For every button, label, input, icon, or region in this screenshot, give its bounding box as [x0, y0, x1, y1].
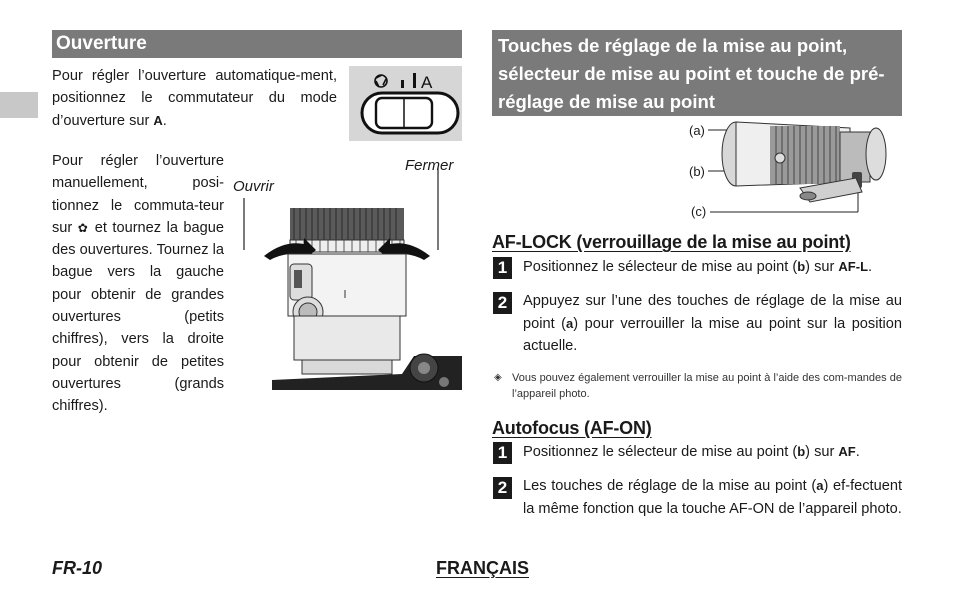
- callout-b: (b): [689, 164, 705, 179]
- step-number-2: 2: [493, 477, 512, 499]
- note-icon: ◈: [494, 372, 502, 383]
- chapter-tab: [0, 92, 38, 118]
- language-label: FRANÇAIS: [436, 558, 529, 578]
- af-on-step-2: Les touches de réglage de la mise au point (a) ef-fectuent la même fonction que la touche AF-ON de l’appareil photo.: [523, 478, 902, 517]
- page-number: FR-10: [52, 558, 103, 578]
- aperture-icon-inline: ✿: [77, 220, 90, 235]
- lens-aperture-ring-illustration: [232, 158, 462, 392]
- step-number-1: 1: [493, 442, 512, 464]
- aperture-auto-paragraph: Pour régler l’ouverture automatique-ment, positionnez le commutateur du mode d’ouverture sur A.: [52, 68, 337, 129]
- aperture-switch-illustration: [349, 66, 462, 141]
- switch-label-a: A: [421, 73, 433, 92]
- telephoto-lens-illustration: [680, 118, 902, 218]
- section-title-af-on: Autofocus (AF-ON): [492, 418, 652, 438]
- af-on-step-1: Positionnez le sélecteur de mise au point (b) sur AF.: [523, 444, 860, 460]
- section-title-af-lock: AF-LOCK (verrouillage de la mise au point): [492, 232, 851, 252]
- step-number-2: 2: [493, 292, 512, 314]
- callout-c: (c): [691, 204, 707, 219]
- af-lock-step-2: Appuyez sur l’une des touches de réglage de la mise au point (a) pour verrouiller la mise au point sur la position actuelle.: [523, 293, 902, 355]
- caption-open: Ouvrir: [233, 178, 274, 195]
- aperture-icon: [375, 75, 387, 87]
- aperture-manual-paragraph: Pour régler l’ouverture manuellement, posi-tionnez le commuta-teur sur ✿ et tournez la bague des ouvertures. Tournez la bague vers la gauche pour obtenir de grandes ouvertures (petits chiffres), vers la droite pour obtenir de petites ouvertures (grands chiffres).: [52, 153, 225, 415]
- af-lock-step-1: Positionnez le sélecteur de mise au point (b) sur AF-L.: [523, 259, 873, 275]
- section-title-focus-controls: Touches de réglage de la mise au point, sélecteur de mise au point et touche de pré-réglage de mise au point: [492, 30, 902, 116]
- section-title-aperture: Ouverture: [52, 30, 462, 58]
- caption-close: Fermer: [405, 157, 454, 174]
- step-number-1: 1: [493, 257, 512, 279]
- af-lock-note: Vous pouvez également verrouiller la mise au point à l’aide des com-mandes de l’appareil photo.: [512, 372, 902, 400]
- callout-a: (a): [689, 123, 705, 138]
